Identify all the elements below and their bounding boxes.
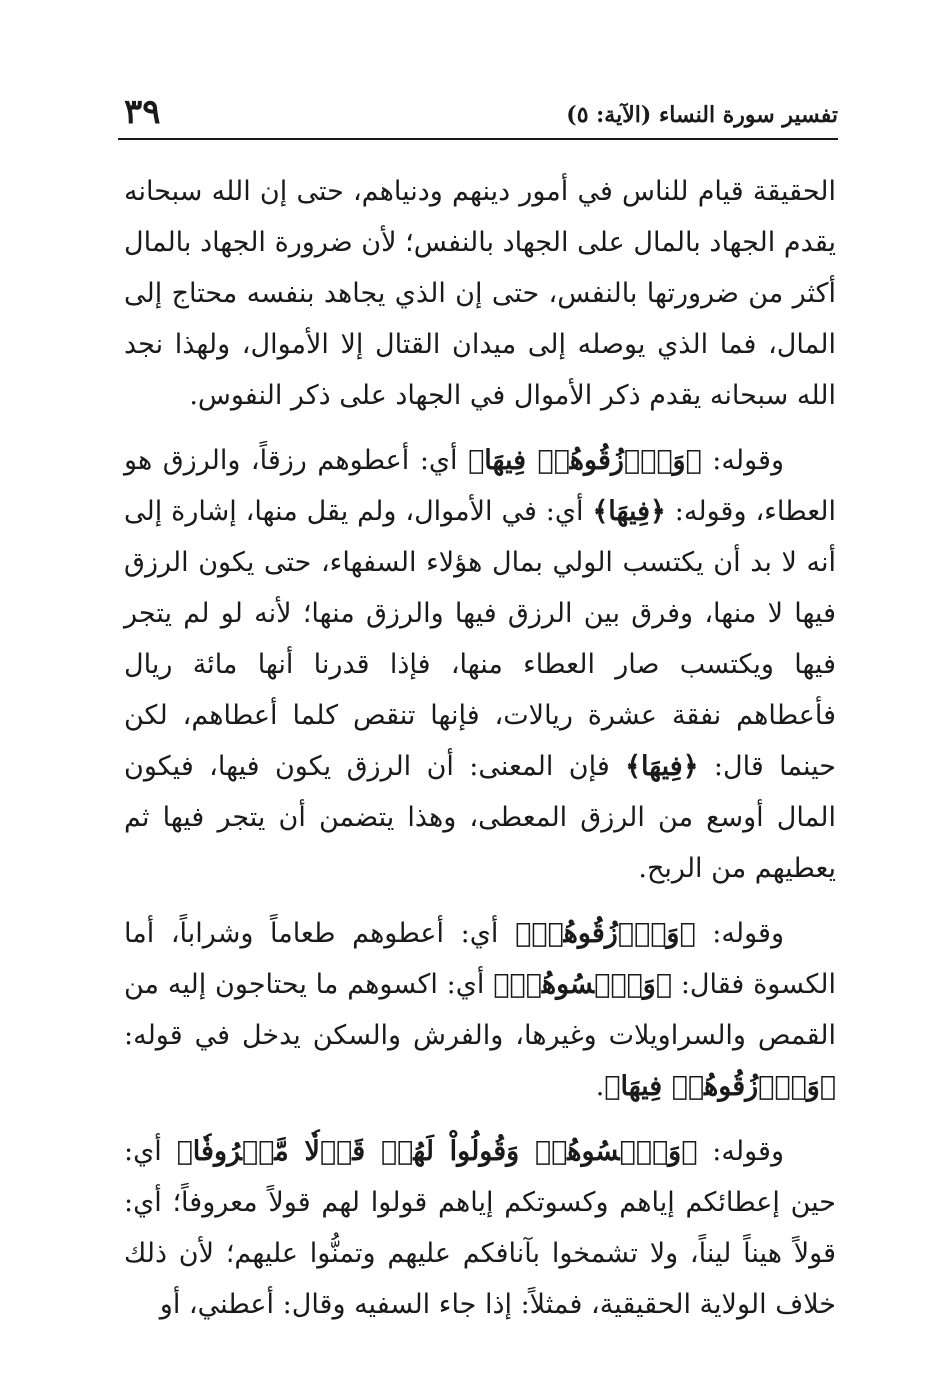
quran-verse: ﴿وَٱكۡسُوهُمۡ وَقُولُواْ لَهُمۡ قَوۡلٗا مَّعۡرُوفٗا﴾ (176, 1136, 698, 1167)
text-run: أي: أعطوهم طعاماً وشراباً، أما الكسوة فقال: (124, 918, 836, 1000)
page-header (118, 88, 838, 140)
quran-verse: ﴿وَٱرۡزُقُوهُمۡ فِيهَا﴾ (604, 1071, 836, 1102)
text-run: . (595, 1071, 605, 1102)
quran-verse: ﴿فِيهَا﴾ (592, 496, 666, 527)
quran-verse: ﴿وَٱرۡزُقُوهُمۡ﴾ (515, 918, 696, 949)
text-run: أي: حين إعطائكم إياهم وكسوتكم إياهم قولوا لهم قولاً معروفاً؛ أي: قولاً هيناً ليناً، ولا تشمخوا بآنافكم عليهم وتمنُّوا عليهم؛ لأن ذلك خلاف الولاية الحقيقية، فمثلاً: إذا جاء السفيه وقال: أعطني، أو (124, 1136, 836, 1320)
quran-verse: ﴿فِيهَا﴾ (625, 751, 699, 782)
body-text (124, 166, 836, 1330)
paragraph (124, 435, 836, 894)
text-run: أي: اكسوهم ما يحتاجون إليه من القمص والسراويلات وغيرها، والفرش والسكن يدخل في قوله: (124, 969, 836, 1051)
text-run: الحقيقة قيام للناس في أمور دينهم ودنياهم، حتى إن الله سبحانه يقدم الجهاد بالمال على الجهاد بالنفس؛ لأن ضرورة الجهاد بالمال أكثر من ضرورتها بالنفس، حتى إن الذي يجاهد بنفسه محتاج إلى المال، فما الذي يوصله إلى ميدان القتال إلا الأموال، ولهذا نجد الله سبحانه يقدم ذكر الأموال في الجهاد على ذكر النفوس. (124, 176, 836, 411)
page-number: ٣٩ (124, 92, 161, 132)
running-title: تفسير سورة النساء (الآية: ٥) (566, 102, 838, 128)
paragraph (124, 1126, 836, 1330)
text-run: وقوله: (695, 918, 785, 949)
quran-verse: ﴿وَٱرۡزُقُوهُمۡ فِيهَا﴾ (468, 445, 702, 476)
text-run: وقوله: (697, 1136, 784, 1167)
text-run: وقوله: (701, 445, 784, 476)
text-run: أي: أعطوهم رزقاً، والرزق هو العطاء، وقوله: (124, 445, 836, 527)
text-run: فإن المعنى: أن الرزق يكون فيها، فيكون المال أوسع من الرزق المعطى، وهذا يتضمن أن يتجر فيها ثم يعطيهم من الربح. (124, 751, 836, 884)
paragraph (124, 908, 836, 1112)
quran-verse: ﴿وَٱكۡسُوهُمۡ﴾ (493, 969, 672, 1000)
text-run: أي: في الأموال، ولم يقل منها، إشارة إلى أنه لا بد أن يكتسب الولي بمال هؤلاء السفهاء، حتى يكون الرزق فيها لا منها، وفرق بين الرزق فيها والرزق منها؛ لأنه لو لم يتجر فيها ويكتسب صار العطاء منها، فإذا قدرنا أنها مائة ريال فأعطاهم نفقة عشرة ريالات، فإنها تنقص كلما أعطاهم، لكن حينما قال: (124, 496, 836, 782)
paragraph (124, 166, 836, 421)
